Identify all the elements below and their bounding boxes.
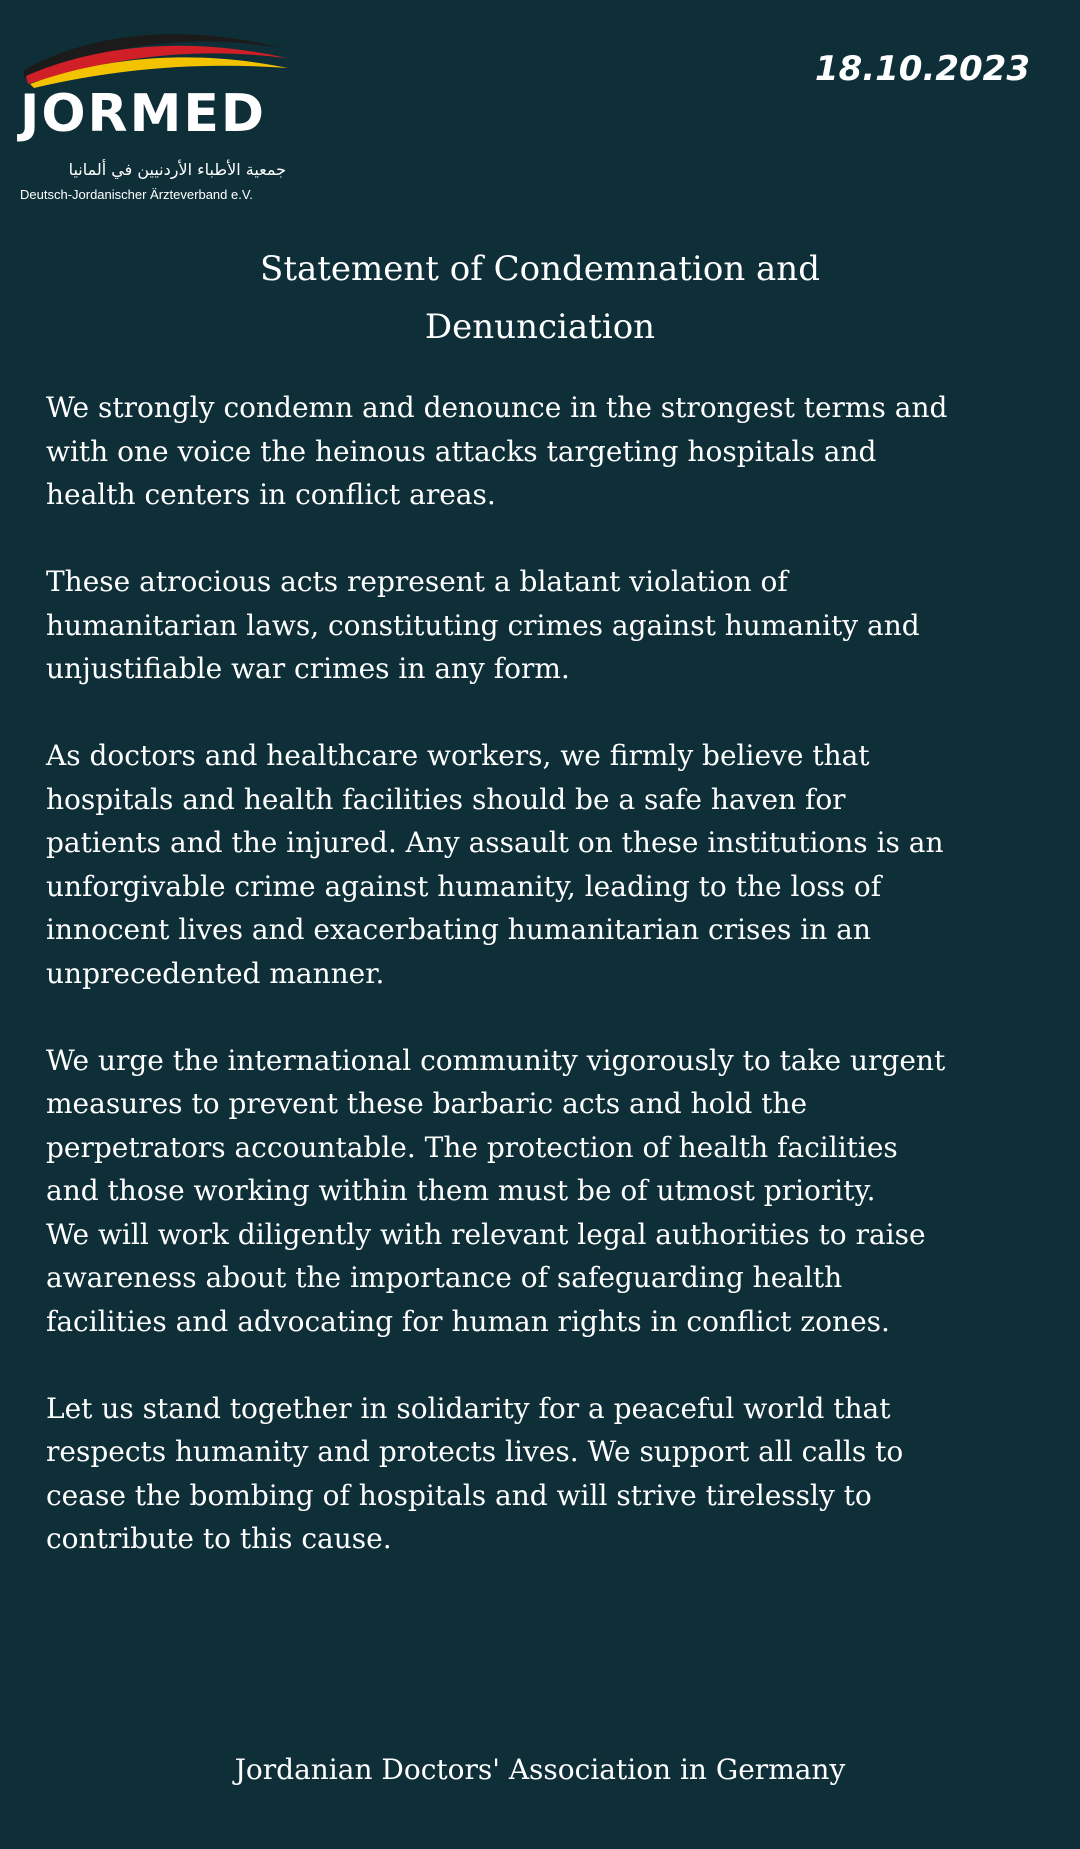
paragraph-line: health centers in conflict areas.	[46, 478, 496, 511]
logo-wordmark: JORMED	[20, 84, 267, 144]
paragraph-line: patients and the injured. Any assault on these institutions is an	[46, 826, 944, 859]
paragraph	[46, 1039, 1046, 1344]
statement-title	[0, 240, 1080, 356]
title-line: Statement of Condemnation and	[260, 249, 820, 289]
paragraph-line: unforgivable crime against humanity, leading to the loss of	[46, 869, 882, 903]
jormed-logo	[20, 18, 320, 202]
paragraph-line: We strongly condemn and denounce in the strongest terms and	[46, 391, 948, 424]
paragraph	[46, 560, 1046, 691]
logo-arabic-name: جمعية الأطباء الأردنيين في ألمانيا	[68, 160, 286, 179]
paragraph-line: Let us stand together in solidarity for a peaceful world that	[46, 1391, 891, 1425]
paragraph-line: We will work diligently with relevant legal authorities to raise	[46, 1217, 926, 1251]
paragraph-line: unprecedented manner.	[46, 956, 385, 990]
paragraph-line: contribute to this cause.	[46, 1522, 392, 1555]
paragraph-line: awareness about the importance of safeguarding health	[46, 1261, 843, 1294]
paragraph-line: cease the bombing of hospitals and will strive tirelessly to	[46, 1478, 872, 1512]
paragraph-line: with one voice the heinous attacks targeting hospitals and	[46, 434, 877, 468]
paragraph-line: humanitarian laws, constituting crimes against humanity and	[46, 608, 920, 642]
paragraph	[46, 386, 1046, 517]
flag-swoosh-icon	[20, 18, 290, 88]
paragraph	[46, 1387, 1046, 1561]
paragraph-line: and those working within them must be of utmost priority.	[46, 1174, 876, 1207]
paragraph-line: These atrocious acts represent a blatant violation of	[46, 565, 788, 598]
paragraph-line: We urge the international community vigorously to take urgent	[46, 1043, 946, 1077]
paragraph-line: unjustifiable war crimes in any form.	[46, 652, 570, 685]
paragraph-line: perpetrators accountable. The protection of health facilities	[46, 1130, 898, 1164]
paragraph-line: measures to prevent these barbaric acts and hold the	[46, 1087, 808, 1120]
paragraph-line: facilities and advocating for human rights in conflict zones.	[46, 1304, 890, 1338]
title-line: Denunciation	[424, 307, 656, 347]
paragraph-line: innocent lives and exacerbating humanitarian crises in an	[46, 913, 871, 946]
paragraph-line: hospitals and health facilities should be a safe haven for	[46, 782, 846, 816]
paragraph-line: As doctors and healthcare workers, we firmly believe that	[46, 739, 870, 772]
statement-date: 18.10.2023	[814, 49, 1030, 89]
logo-german-name: Deutsch-Jordanischer Ärzteverband e.V.	[20, 187, 253, 202]
paragraph-line: respects humanity and protects lives. We support all calls to	[46, 1435, 904, 1468]
paragraph	[46, 734, 1046, 995]
signature: Jordanian Doctors' Association in Germany	[234, 1753, 846, 1786]
statement-body	[46, 386, 1046, 1604]
